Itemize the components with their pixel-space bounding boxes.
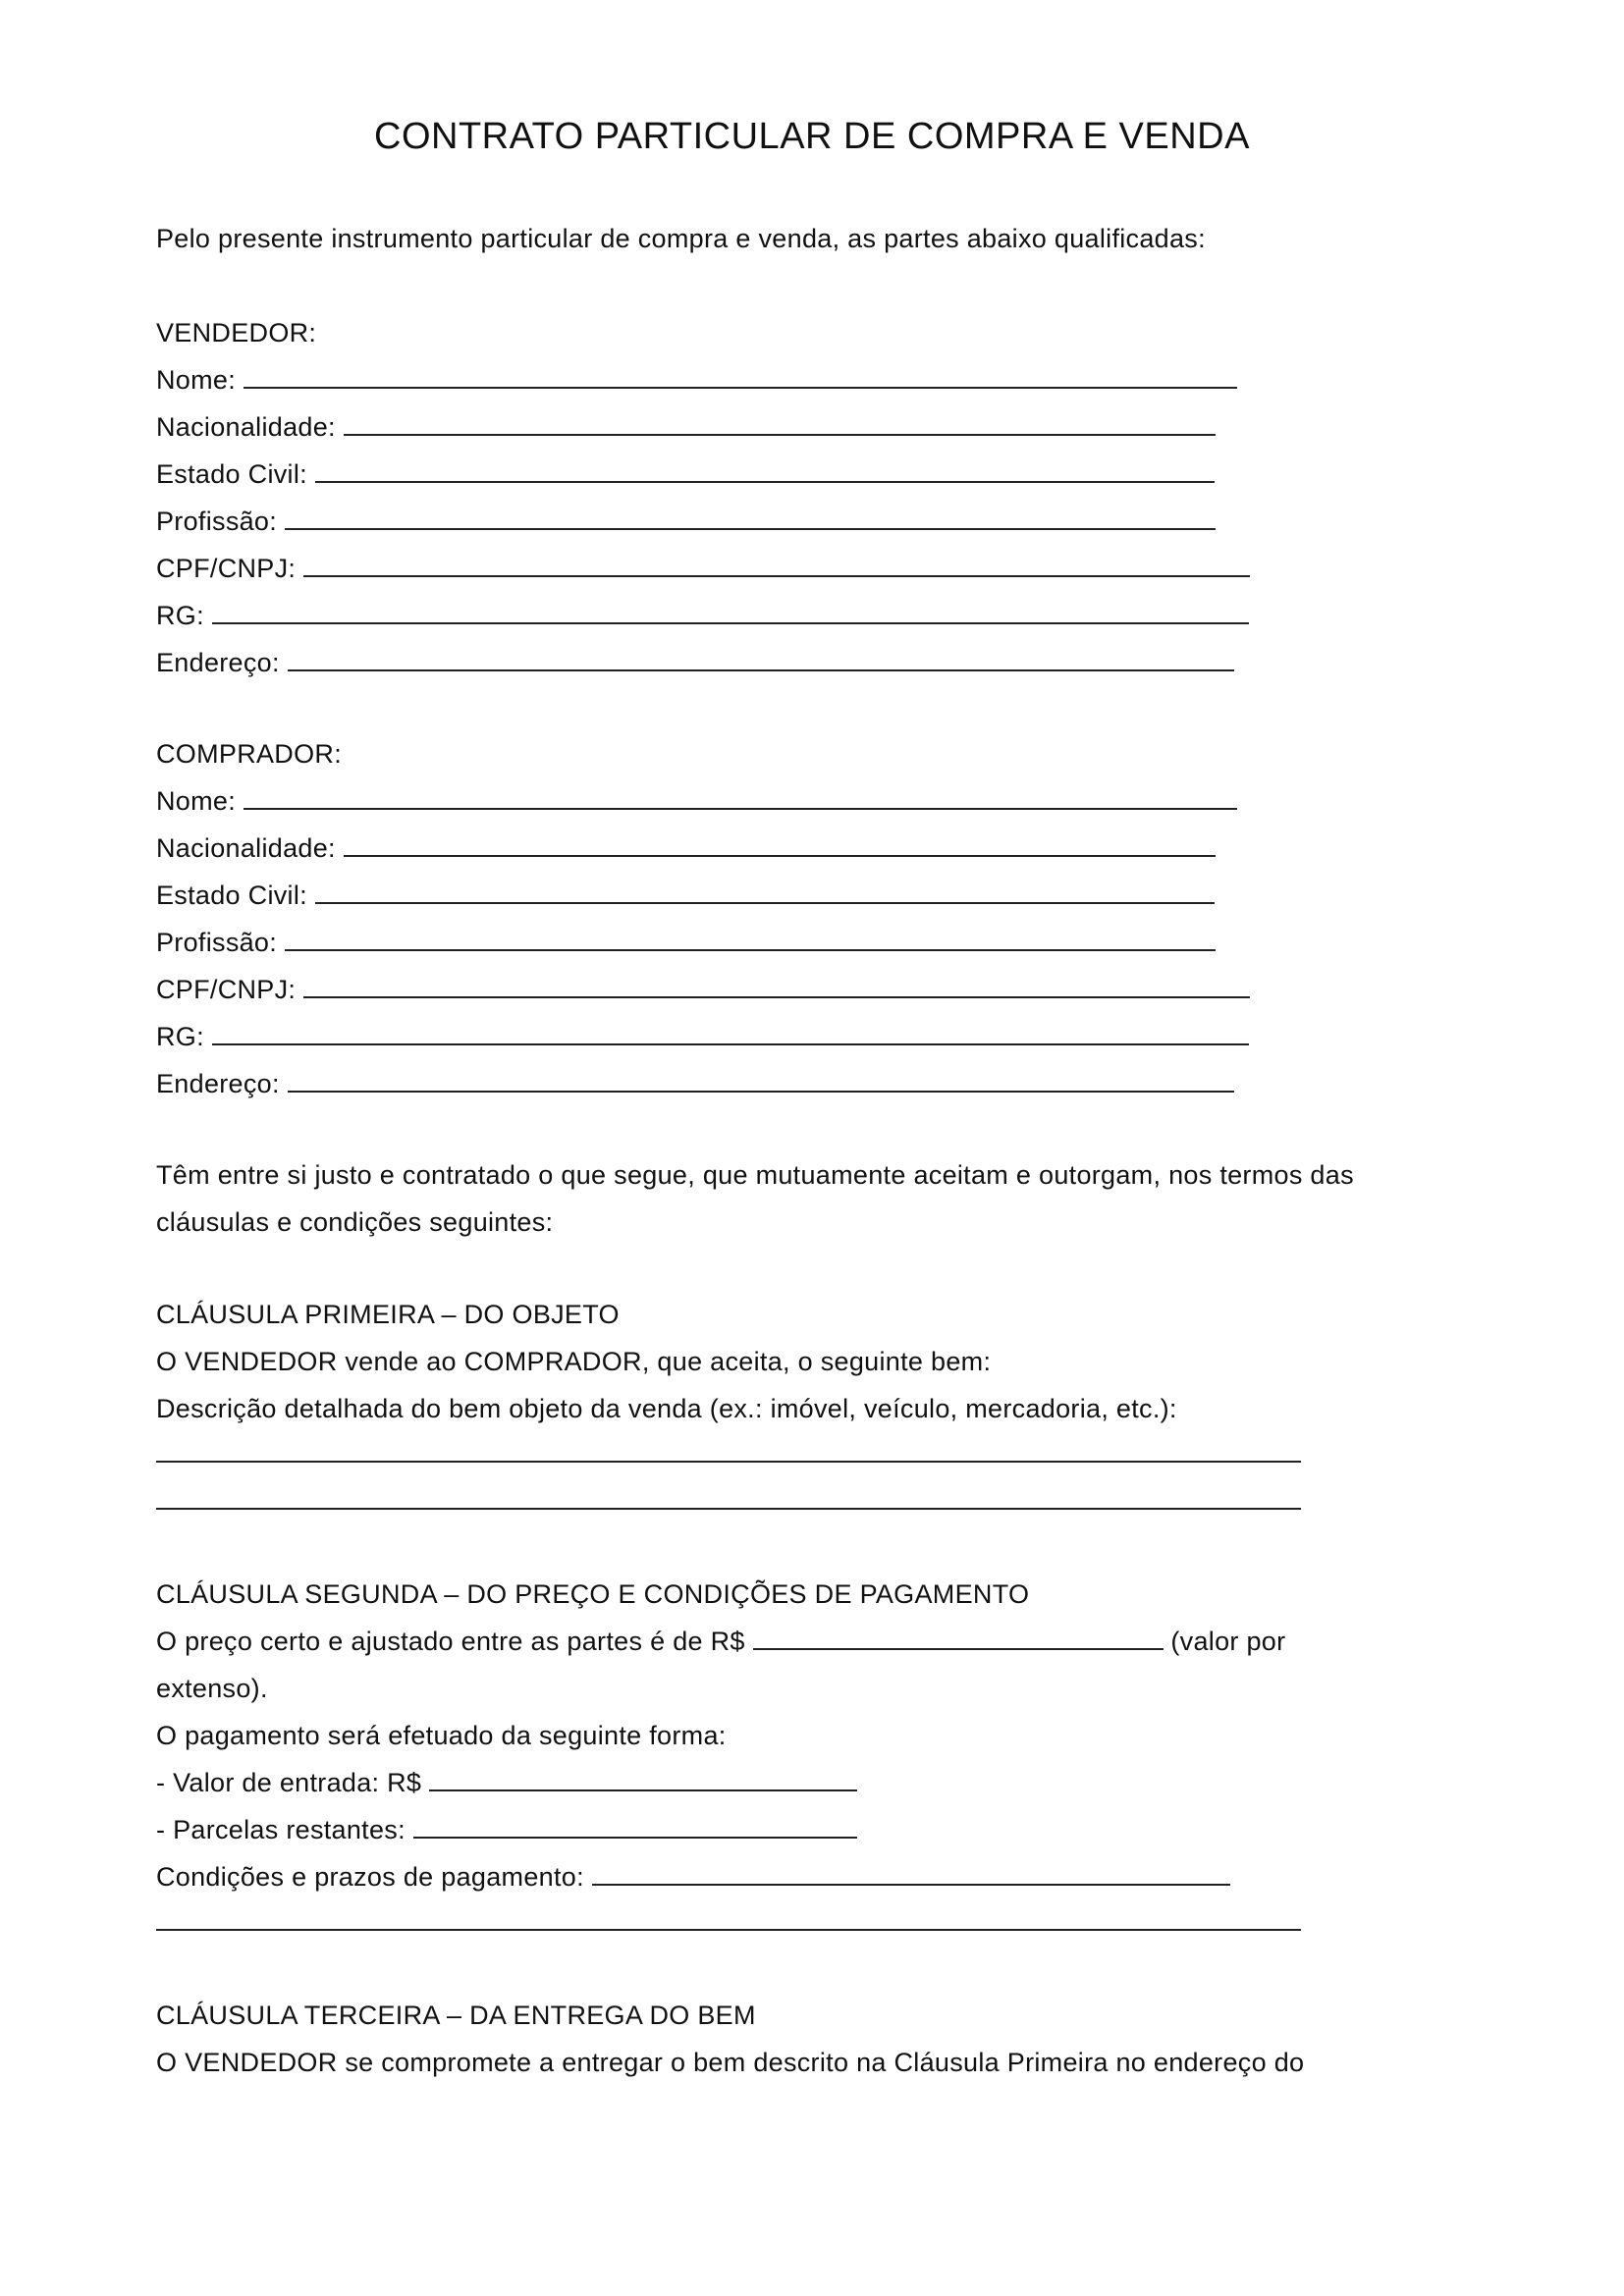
comprador-rg-field <box>156 1020 1249 1053</box>
field-label: Nacionalidade: <box>156 833 336 863</box>
field-label: Profissão: <box>156 928 278 957</box>
blank-line <box>156 1507 1301 1510</box>
comprador-nome-field <box>156 784 1237 818</box>
vendedor-rg-field <box>156 599 1249 632</box>
field-label: Endereço: <box>156 648 280 677</box>
field-label: Nacionalidade: <box>156 412 336 442</box>
parcelas-field <box>156 1813 857 1846</box>
clausula-primeira-heading: CLÁUSULA PRIMEIRA – DO OBJETO <box>156 1300 620 1329</box>
field-label: Condições e prazos de pagamento: <box>156 1862 584 1892</box>
field-label: - Valor de entrada: R$ <box>156 1768 422 1797</box>
vendedor-nacionalidade-field <box>156 410 1216 444</box>
blank-line <box>315 480 1215 483</box>
preco-prefix: O preço certo e ajustado entre as partes é de R$ <box>156 1627 745 1656</box>
condicoes-field <box>156 1860 1230 1894</box>
comprador-profissao-field <box>156 926 1216 959</box>
field-label: RG: <box>156 601 204 630</box>
blank-line <box>413 1836 857 1839</box>
document-title: CONTRATO PARTICULAR DE COMPRA E VENDA <box>374 116 1250 157</box>
vendedor-estado-civil-field <box>156 457 1215 491</box>
blank-line <box>288 668 1234 671</box>
field-label: Nome: <box>156 786 237 816</box>
blank-line <box>429 1789 857 1791</box>
blank-line <box>303 574 1250 577</box>
blank-line <box>212 621 1249 624</box>
vendedor-cpf-field <box>156 552 1250 585</box>
blank-line <box>288 1090 1234 1093</box>
comprador-estado-civil-field <box>156 879 1215 912</box>
vendedor-heading: VENDEDOR: <box>156 318 317 347</box>
clausula-primeira-line-1: O VENDEDOR vende ao COMPRADOR, que aceita, o seguinte bem: <box>156 1347 992 1376</box>
field-label: Profissão: <box>156 507 278 536</box>
pagamento-intro: O pagamento será efetuado da seguinte forma: <box>156 1721 727 1750</box>
comprador-endereco-field <box>156 1067 1234 1100</box>
accord-line-1: Têm entre si justo e contratado o que segue, que mutuamente aceitam e outorgam, nos termos das <box>156 1160 1354 1190</box>
field-label: CPF/CNPJ: <box>156 975 297 1004</box>
field-label: RG: <box>156 1022 204 1051</box>
blank-line <box>244 386 1237 389</box>
preco-line <box>156 1625 1285 1658</box>
field-label: Estado Civil: <box>156 459 307 489</box>
intro-text: Pelo presente instrumento particular de compra e venda, as partes abaixo qualificadas: <box>156 224 1206 253</box>
blank-line <box>285 527 1216 530</box>
field-label: CPF/CNPJ: <box>156 554 297 583</box>
vendedor-endereco-field <box>156 646 1234 679</box>
field-label: Nome: <box>156 365 237 395</box>
field-label: Estado Civil: <box>156 881 307 910</box>
comprador-nacionalidade-field <box>156 831 1216 865</box>
blank-line <box>315 901 1215 904</box>
blank-line <box>753 1647 1164 1650</box>
preco-line-2: extenso). <box>156 1674 268 1703</box>
clausula-segunda-heading: CLÁUSULA SEGUNDA – DO PREÇO E CONDIÇÕES DE PAGAMENTO <box>156 1579 1030 1609</box>
accord-line-2: cláusulas e condições seguintes: <box>156 1207 554 1237</box>
blank-line <box>244 807 1237 810</box>
blank-line <box>303 995 1250 998</box>
blank-line <box>344 433 1216 436</box>
entrada-field <box>156 1766 857 1799</box>
comprador-heading: COMPRADOR: <box>156 739 343 769</box>
clausula-primeira-line-2: Descrição detalhada do bem objeto da venda (ex.: imóvel, veículo, mercadoria, etc.): <box>156 1394 1177 1423</box>
vendedor-profissao-field <box>156 505 1216 538</box>
blank-line <box>285 948 1216 951</box>
condicoes-blank <box>156 1905 1301 1939</box>
blank-line <box>212 1042 1249 1045</box>
field-label: Endereço: <box>156 1069 280 1098</box>
blank-line <box>344 854 1216 857</box>
field-label: - Parcelas restantes: <box>156 1815 406 1844</box>
comprador-cpf-field <box>156 973 1250 1006</box>
blank-line <box>156 1460 1301 1463</box>
preco-suffix: (valor por <box>1170 1627 1286 1656</box>
descricao-blank-1 <box>156 1437 1301 1470</box>
blank-line <box>156 1928 1301 1931</box>
blank-line <box>592 1883 1230 1886</box>
vendedor-nome-field <box>156 363 1237 397</box>
clausula-terceira-heading: CLÁUSULA TERCEIRA – DA ENTREGA DO BEM <box>156 2001 756 2030</box>
descricao-blank-2 <box>156 1484 1301 1518</box>
clausula-terceira-line-1: O VENDEDOR se compromete a entregar o bem descrito na Cláusula Primeira no endereço do <box>156 2048 1305 2077</box>
